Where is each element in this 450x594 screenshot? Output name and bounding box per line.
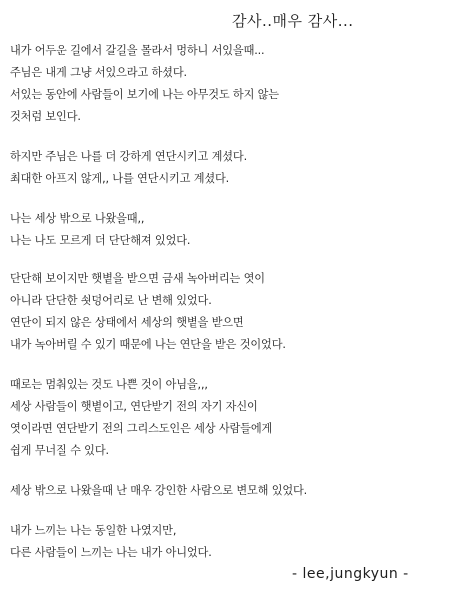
letter-line: 연단이 되지 않은 상태에서 세상의 햇볕을 받으면 <box>10 316 244 329</box>
letter-line: 세상 밖으로 나왔을때 난 매우 강인한 사람으로 변모해 있었다. <box>10 484 308 497</box>
letter-line: 최대한 아프지 않게,, 나를 연단시키고 계셨다. <box>10 172 230 185</box>
letter-line: 내가 어두운 길에서 갈길을 몰라서 멍하니 서있을때... <box>10 44 265 57</box>
letter-line: 서있는 동안에 사람들이 보기에 나는 아무것도 하지 않는 <box>10 88 279 101</box>
letter-line: 것처럼 보인다. <box>10 110 81 123</box>
letter-line: 세상 사람들이 햇볕이고, 연단받기 전의 자기 자신이 <box>10 400 258 413</box>
letter-line: 아니라 단단한 쇳덩어리로 난 변해 있었다. <box>10 294 212 307</box>
letter-line: 나는 나도 모르게 더 단단해져 있었다. <box>10 234 191 247</box>
letter-line: 주님은 내게 그냥 서있으라고 하셨다. <box>10 66 187 79</box>
letter-line: 엿이라면 연단받기 전의 그리스도인은 세상 사람들에게 <box>10 422 273 435</box>
letter-line: 단단해 보이지만 햇볕을 받으면 금새 녹아버리는 엿이 <box>10 272 265 285</box>
signature: - lee,jungkyun - <box>292 566 409 582</box>
letter-line: 쉽게 무너질 수 있다. <box>10 444 109 457</box>
letter-line: 나는 세상 밖으로 나왔을때,, <box>10 212 145 225</box>
letter-line: 하지만 주님은 나를 더 강하게 연단시키고 계셨다. <box>10 150 247 163</box>
letter-line: 내가 녹아버릴 수 있기 때문에 나는 연단을 받은 것이었다. <box>10 338 286 351</box>
letter-line: 내가 느끼는 나는 동일한 나였지만, <box>10 524 177 537</box>
letter-line: 때로는 멈춰있는 것도 나쁜 것이 아님을,,, <box>10 378 208 391</box>
letter-title: 감사..매우 감사... <box>232 12 354 30</box>
letter-line: 다른 사람들이 느끼는 나는 내가 아니었다. <box>10 546 212 559</box>
